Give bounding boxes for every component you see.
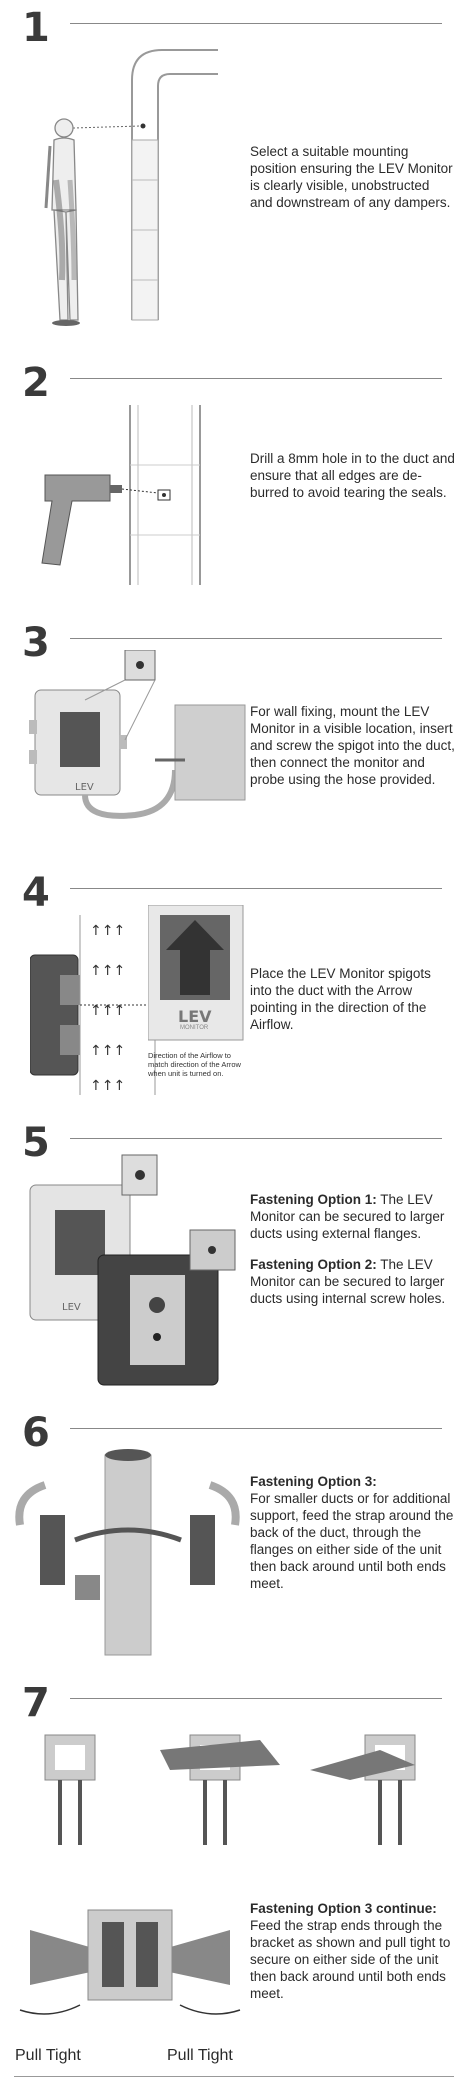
pull-tight-illustration (10, 1890, 250, 2040)
svg-text:↑↑↑: ↑↑↑ (90, 1078, 126, 1094)
panel-logo-sub: MONITOR (180, 1025, 209, 1031)
pull-tight-right-label: Pull Tight (167, 2047, 233, 2064)
option-3-text: For smaller ducts or for additional support, feed the strap around the back of the duct, through the flanges on either side of the unit then back around until both ends meet. (250, 1491, 454, 1591)
step-number: 2 (22, 360, 50, 406)
svg-text:↑↑↑: ↑↑↑ (90, 963, 126, 979)
lev-logo: LEV (75, 782, 94, 793)
pull-tight-left-label: Pull Tight (15, 2047, 81, 2064)
step-1 (0, 0, 468, 355)
step-7-text (250, 1900, 455, 2002)
step-3-text: For wall fixing, mount the LEV Monitor in a visible location, insert and screw the spigot into the duct, then connect the monitor and probe using the hose provided. (250, 704, 455, 787)
svg-text:↑↑↑: ↑↑↑ (90, 1043, 126, 1059)
divider (70, 888, 442, 889)
step-1-text: Select a suitable mounting position ensuring the LEV Monitor is clearly visible, unobstructed and downstream of any dampers. (250, 144, 453, 210)
step-2-text: Drill a 8mm hole in to the duct and ensure that all edges are de-burred to avoid tearing the seals. (250, 451, 455, 500)
divider (70, 1428, 442, 1429)
svg-text:↑↑↑: ↑↑↑ (90, 923, 126, 939)
option-3-continue-text: Feed the strap ends through the bracket as shown and pull tight to secure on either side of the unit then back around until both ends meet. (250, 1918, 451, 2001)
step-number: 3 (22, 620, 50, 666)
svg-text:↑↑↑: ↑↑↑ (90, 1003, 126, 1019)
option-2-text: The LEV Monitor can be secured to larger ducts using internal screw holes. (250, 1257, 446, 1306)
option-2-title: Fastening Option 2: (250, 1257, 377, 1272)
step-4-text: Place the LEV Monitor spigots into the duct with the Arrow pointing in the direction of the Airflow. (250, 966, 431, 1032)
divider (70, 638, 442, 639)
step-number: 4 (22, 870, 50, 916)
step-5 (0, 1115, 468, 1405)
airflow-note: Direction of the Airflow to match direction of the Arrow when unit is turned on. (148, 1051, 241, 1078)
svg-text:LEV: LEV (62, 1302, 81, 1313)
option-3-title: Fastening Option 3: (250, 1474, 377, 1489)
step-7 (0, 1675, 468, 2075)
strap-duct-illustration (15, 1445, 245, 1665)
step-number: 6 (22, 1410, 50, 1456)
panel-logo: LEV (178, 1007, 212, 1026)
divider (70, 378, 442, 379)
flange-options-illustration (10, 1145, 250, 1395)
divider (70, 23, 442, 24)
drill-duct-illustration (30, 405, 230, 595)
step-number: 1 (22, 5, 50, 51)
divider (70, 1698, 442, 1699)
bracket-sequence-illustration (20, 1725, 450, 1855)
option-1-text: The LEV Monitor can be secured to larger ducts using external flanges. (250, 1192, 445, 1241)
step-5-text (250, 1191, 455, 1321)
step-2 (0, 355, 468, 615)
step-number: 7 (22, 1680, 50, 1726)
step-number: 5 (22, 1120, 50, 1166)
step-3 (0, 615, 468, 865)
step-4 (0, 865, 468, 1115)
step-6 (0, 1405, 468, 1675)
wall-mount-illustration (25, 650, 250, 855)
divider (70, 1138, 442, 1139)
option-3-continue-title: Fastening Option 3 continue: (250, 1901, 437, 1916)
bottom-divider (14, 2076, 454, 2077)
option-1-title: Fastening Option 1: (250, 1192, 377, 1207)
person-duct-illustration (40, 40, 240, 340)
step-6-text (250, 1473, 455, 1592)
